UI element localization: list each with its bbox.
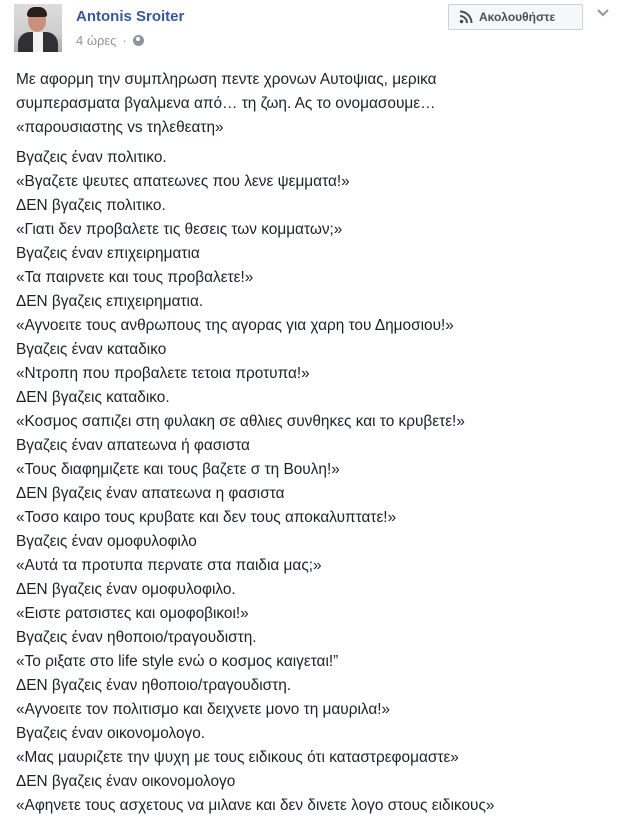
post-line: «Κοσμος σαπιζει στη φυλακη σε αθλιες συνθηκες και το κρυβετε!» xyxy=(16,413,465,430)
intro-line: «παρουσιαστης vs τηλεθεατη» xyxy=(16,119,224,136)
post-line: Βγαζεις έναν καταδικο xyxy=(16,341,167,358)
meta-separator: · xyxy=(122,33,127,48)
post-line: ΔΕΝ βγαζεις έναν απατεωνα η φασιστα xyxy=(16,485,285,502)
post-line: «Αγνοειτε τον πολιτισμο και δειχνετε μονο τη μαυριλα!» xyxy=(16,701,391,718)
post-meta xyxy=(76,33,144,48)
post-line: «Τα παιρνετε και τους προβαλετε!» xyxy=(16,269,254,286)
author-avatar[interactable] xyxy=(14,4,62,52)
post-line: Βγαζεις έναν πολιτικο. xyxy=(16,149,167,166)
post-line: «Το ριξατε στο life style ενώ ο κοσμος καιγεται!” xyxy=(16,653,339,670)
post-line: «Τοσο καιρο τους κρυβατε και δεν τους αποκαλυπτατε!» xyxy=(16,509,397,526)
post-line: «Γιατι δεν προβαλετε τις θεσεις των κομματων;» xyxy=(16,221,343,238)
avatar-shirt xyxy=(33,32,43,52)
intro-line: Με αφορμη την συμπληρωση πεντε χρονων Αυτοψιας, μερικα xyxy=(16,71,437,88)
post-line: «Αγνοειτε τους ανθρωπους της αγορας για χαρη του Δημοσιου!» xyxy=(16,317,454,334)
intro-line: συμπερασματα βγαλμενα από… τη ζωη. Ας το ονομασουμε… xyxy=(16,95,436,112)
post-line: «Τους διαφημιζετε και τους βαζετε σ τη Βουλη!» xyxy=(16,461,340,478)
post-line: Βγαζεις έναν ηθοποιο/τραγουδιστη. xyxy=(16,629,257,646)
post-line: «Βγαζετε ψευτες απατεωνες που λενε ψεμματα!» xyxy=(16,173,350,190)
post-body xyxy=(16,68,621,818)
post-intro xyxy=(16,68,621,140)
post-line: Βγαζεις έναν απατεωνα ή φασιστα xyxy=(16,437,250,454)
follow-button-label: Ακολουθήστε xyxy=(479,10,556,24)
post-line: «Αυτά τα προτυπα περνατε στα παιδια μας;» xyxy=(16,557,322,574)
post-line: Βγαζεις έναν ομοφυλοφιλο xyxy=(16,533,197,550)
post-lines xyxy=(16,146,621,818)
post-line: «Μας μαυριζετε την ψυχη με τους ειδικους ότι καταστρεφομαστε» xyxy=(16,749,459,766)
chevron-down-icon[interactable] xyxy=(596,6,610,20)
follow-button[interactable] xyxy=(448,4,583,30)
post-line: «Ειστε ρατσιστες και ομοφοβικοι!» xyxy=(16,605,249,622)
post-timestamp[interactable]: 4 ώρες xyxy=(76,33,117,48)
post-line: «Αφηνετε τους ασχετους να μιλανε και δεν δινετε λογο στους ειδικους» xyxy=(16,797,495,814)
avatar-hair xyxy=(27,7,47,17)
post-line: ΔΕΝ βγαζεις έναν οικονομολογο xyxy=(16,773,236,790)
post-line: Βγαζεις έναν επιχειρηματια xyxy=(16,245,200,262)
post-line: ΔΕΝ βγαζεις έναν ηθοποιο/τραγουδιστη. xyxy=(16,677,292,694)
post-line: ΔΕΝ βγαζεις πολιτικο. xyxy=(16,197,166,214)
rss-icon xyxy=(459,10,473,24)
post-line: ΔΕΝ βγαζεις καταδικο. xyxy=(16,389,170,406)
post-line: Βγαζεις έναν οικονομολογο. xyxy=(16,725,206,742)
post-line: ΔΕΝ βγαζεις έναν ομοφυλοφιλο. xyxy=(16,581,236,598)
post-line: «Ντροπη που προβαλετε τετοια προτυπα!» xyxy=(16,365,310,382)
post-line: ΔΕΝ βγαζεις επιχειρηματια. xyxy=(16,293,204,310)
globe-icon[interactable] xyxy=(133,35,144,46)
author-name-link[interactable]: Antonis Sroiter xyxy=(76,8,185,25)
